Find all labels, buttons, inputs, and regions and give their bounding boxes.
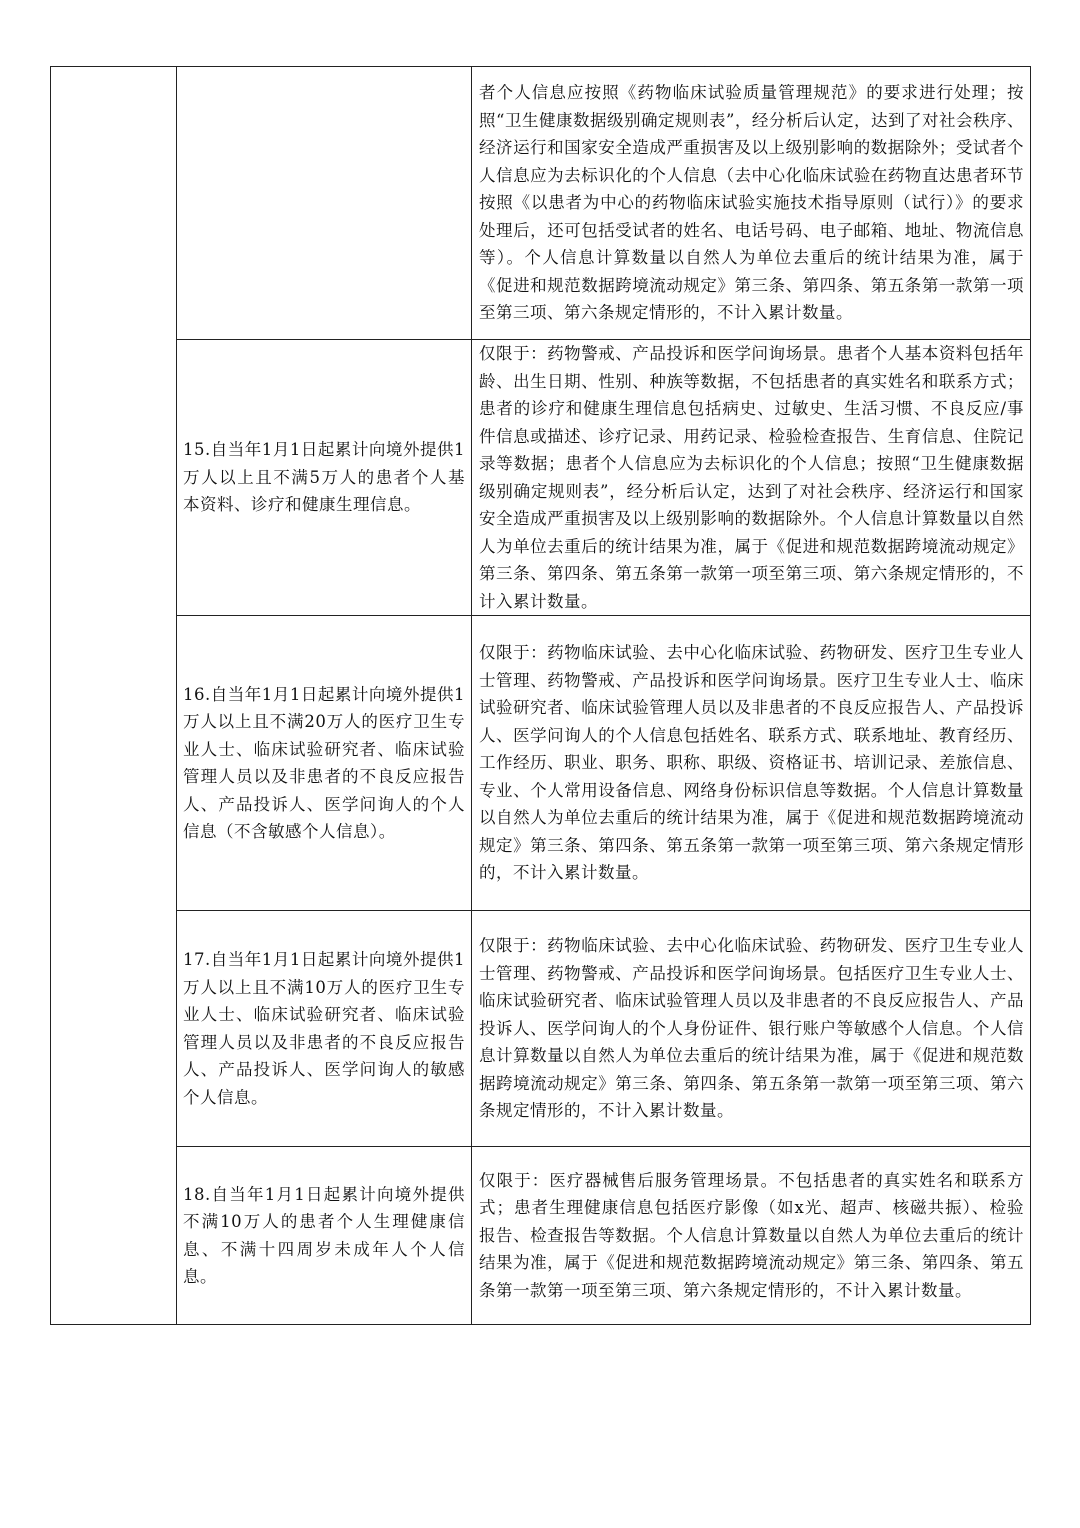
category-cell: [51, 67, 177, 1325]
table-row: [51, 340, 1031, 616]
item-text: 18.自当年1月1日起累计向境外提供不满10万人的患者个人生理健康信息、不满十四周岁未成年人个人信息。: [183, 1184, 465, 1286]
item-cell: [177, 616, 472, 911]
condition-text: 者个人信息应按照《药物临床试验质量管理规范》的要求进行处理；按照“卫生健康数据级别确定规则表”，经分析后认定，达到了对社会秩序、经济运行和国家安全造成严重损害及以上级别影响的数据除外；受试者个人信息应为去标识化的个人信息（去中心化临床试验在药物直达患者环节按照《以患者为中心的药物临床试验实施技术指导原则（试行）》的要求处理后，还可包括受试者的姓名、电话号码、电子邮箱、地址、物流信息等）。个人信息计算数量以自然人为单位去重后的统计结果为准，属于《促进和规范数据跨境流动规定》第三条、第四条、第五条第一款第一项至第三项、第六条规定情形的，不计入累计数量。: [479, 83, 1024, 323]
table-row: [51, 67, 1031, 340]
item-cell: [177, 67, 472, 340]
condition-cell: [472, 616, 1031, 911]
item-cell: [177, 1147, 472, 1325]
condition-text: 仅限于：药物临床试验、去中心化临床试验、药物研发、医疗卫生专业人士管理、药物警戒、产品投诉和医学问询场景。包括医疗卫生专业人士、临床试验研究者、临床试验管理人员以及非患者的不良反应报告人、产品投诉人、医学问询人的个人身份证件、银行账户等敏感个人信息。个人信息计算数量以自然人为单位去重后的统计结果为准，属于《促进和规范数据跨境流动规定》第三条、第四条、第五条第一款第一项至第三项、第六条规定情形的，不计入累计数量。: [479, 936, 1024, 1121]
item-text: 16.自当年1月1日起累计向境外提供1万人以上且不满20万人的医疗卫生专业人士、临床试验研究者、临床试验管理人员以及非患者的不良反应报告人、产品投诉人、医学问询人的个人信息（不含敏感个人信息）。: [183, 684, 465, 841]
condition-cell: [472, 911, 1031, 1147]
table-row: [51, 911, 1031, 1147]
condition-cell: [472, 1147, 1031, 1325]
table-row: [51, 1147, 1031, 1325]
condition-cell: [472, 67, 1031, 340]
item-text: 15.自当年1月1日起累计向境外提供1万人以上且不满5万人的患者个人基本资料、诊疗和健康生理信息。: [183, 440, 465, 515]
data-export-list-table: [50, 66, 1031, 1325]
condition-cell: [472, 340, 1031, 616]
item-cell: [177, 340, 472, 616]
condition-text: 仅限于：医疗器械售后服务管理场景。不包括患者的真实姓名和联系方式；患者生理健康信息包括医疗影像（如x光、超声、核磁共振）、检验报告、检查报告等数据。个人信息计算数量以自然人为单位去重后的统计结果为准，属于《促进和规范数据跨境流动规定》第三条、第四条、第五条第一款第一项至第三项、第六条规定情形的，不计入累计数量。: [479, 1170, 1024, 1300]
table-row: [51, 616, 1031, 911]
item-cell: [177, 911, 472, 1147]
item-text: 17.自当年1月1日起累计向境外提供1万人以上且不满10万人的医疗卫生专业人士、临床试验研究者、临床试验管理人员以及非患者的不良反应报告人、产品投诉人、医学问询人的敏感个人信息。: [183, 950, 465, 1107]
condition-text: 仅限于：药物警戒、产品投诉和医学问询场景。患者个人基本资料包括年龄、出生日期、性别、种族等数据，不包括患者的真实姓名和联系方式；患者的诊疗和健康生理信息包括病史、过敏史、生活习惯、不良反应/事件信息或描述、诊疗记录、用药记录、检验检查报告、生育信息、住院记录等数据；患者个人信息应为去标识化的个人信息；按照“卫生健康数据级别确定规则表”，经分析后认定，达到了对社会秩序、经济运行和国家安全造成严重损害及以上级别影响的数据除外。个人信息计算数量以自然人为单位去重后的统计结果为准，属于《促进和规范数据跨境流动规定》第三条、第四条、第五条第一款第一项至第三项、第六条规定情形的，不计入累计数量。: [479, 344, 1024, 611]
condition-text: 仅限于：药物临床试验、去中心化临床试验、药物研发、医疗卫生专业人士管理、药物警戒、产品投诉和医学问询场景。医疗卫生专业人士、临床试验研究者、临床试验管理人员以及非患者的不良反应报告人、产品投诉人、医学问询人的个人信息包括姓名、联系方式、联系地址、教育经历、工作经历、职业、职务、职称、职级、资格证书、培训记录、差旅信息、专业、个人常用设备信息、网络身份标识信息等数据。个人信息计算数量以自然人为单位去重后的统计结果为准，属于《促进和规范数据跨境流动规定》第三条、第四条、第五条第一款第一项至第三项、第六条规定情形的，不计入累计数量。: [479, 643, 1024, 883]
